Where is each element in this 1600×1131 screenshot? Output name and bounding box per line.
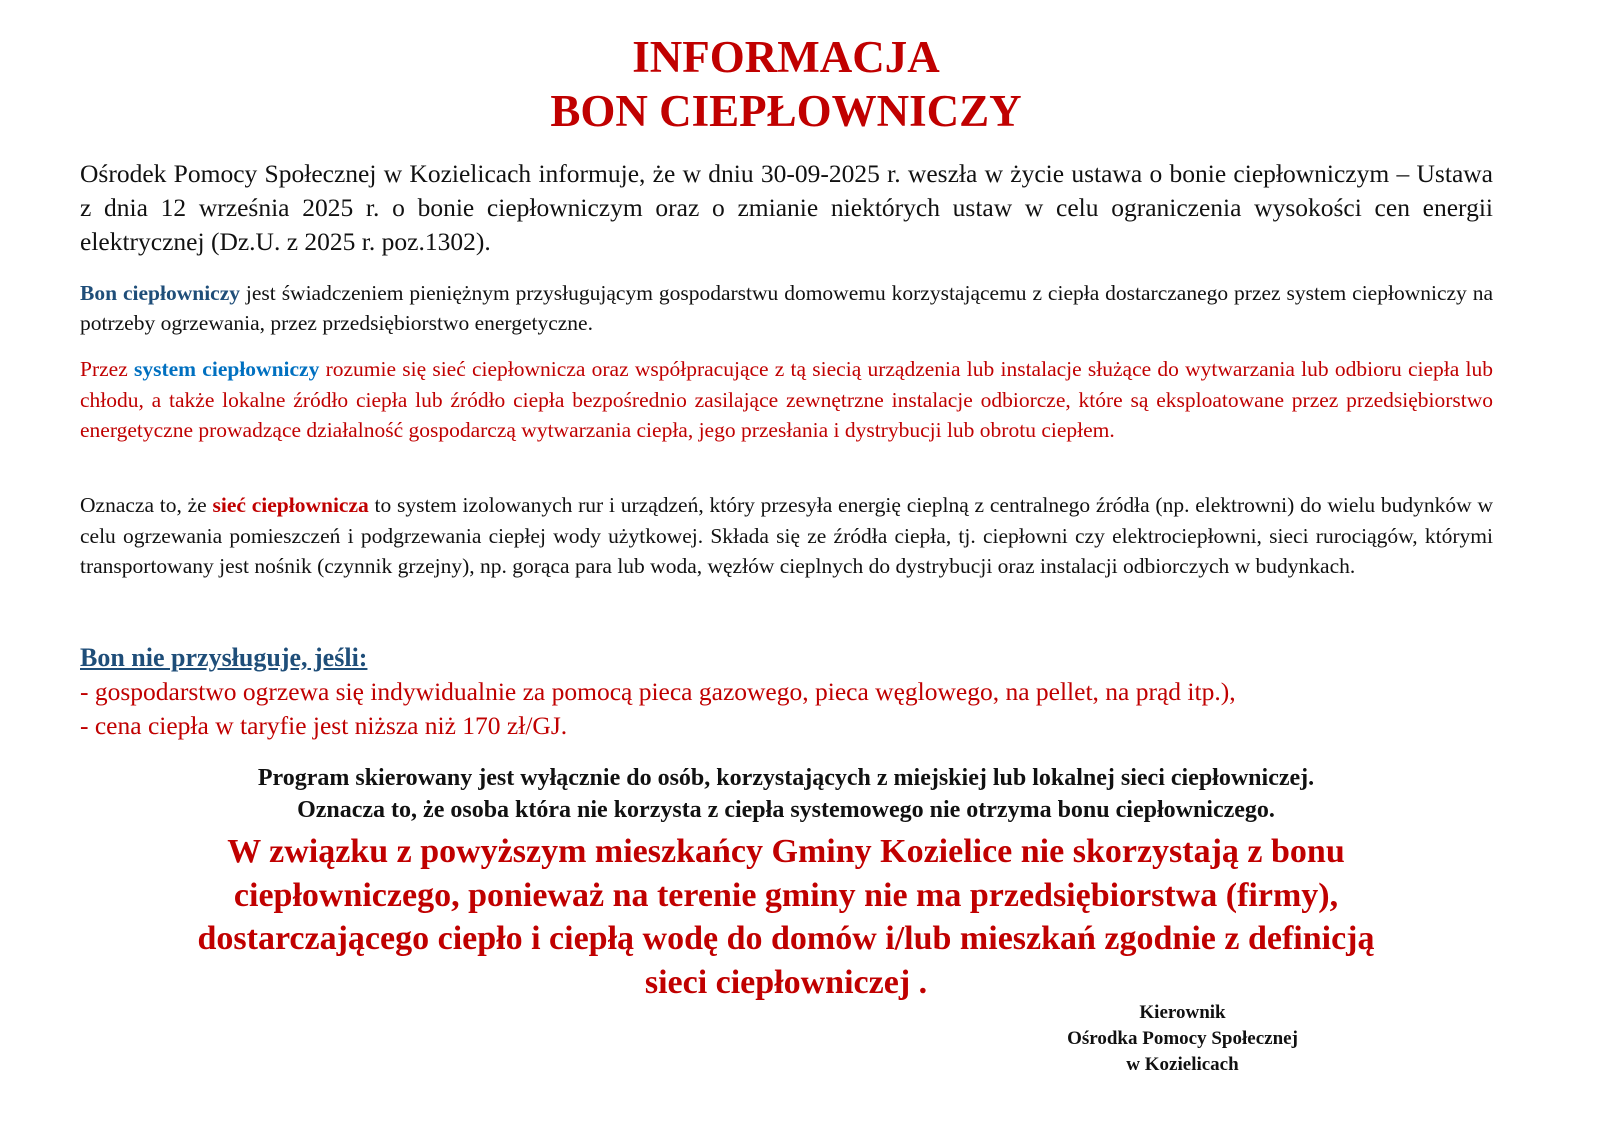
signature-line-2: Ośrodka Pomocy Społecznej [1067,1028,1298,1049]
definition-text: jest świadczeniem pieniężnym przysługującym gospodarstwu domowemu korzystającemu z ciepła dostarczanego przez system ciepłowniczy na potrzeby ogrzewania, przez przedsiębiorstwo energetyczne. [80,281,1493,335]
conclusion-line-1: W związku z powyższym mieszkańcy Gminy Kozielice nie skorzystają z bonu [227,833,1345,870]
program-line-2: Oznacza to, że osoba która nie korzysta z ciepła systemowego nie otrzyma bonu ciepłowniczego. [297,797,1275,823]
conclusion-notice [0,830,1572,1004]
definition-term: Bon ciepłowniczy [80,281,240,305]
network-paragraph [80,490,1493,582]
system-term: system ciepłowniczy [133,357,320,381]
program-notice [0,762,1572,826]
system-prefix: Przez [80,357,134,381]
intro-paragraph: Ośrodek Pomocy Społecznej w Kozielicach informuje, że w dniu 30-09-2025 r. weszła w życie ustawa o bonie ciepłowniczym – Ustawa z dnia 12 września 2025 r. o bonie ciepłowniczym oraz o zmianie niektórych ustaw w celu ograniczenia wysokości cen energii elektrycznej (Dz.U. z 2025 r. poz.1302). [80,159,1493,256]
title-line-1: INFORMACJA [632,32,940,82]
system-text: rozumie się sieć ciepłownicza oraz współpracujące z tą siecią urządzenia lub instalacje służące do wytwarzania lub odbioru ciepła lub chłodu, a także lokalne źródło ciepła lub źródło ciepła bezpośrednio zasilające zewnętrzne instalacje odbiorcze, które są eksploatowane przez przedsiębiorstwo energetyczne prowadzące działalność gospodarczą wytwarzania ciepła, jego przesłania i dystrybucji lub obrotu ciepłem. [80,357,1493,442]
conditions-section [80,641,1493,743]
definition-paragraph [80,278,1493,338]
program-line-1: Program skierowany jest wyłącznie do osób, korzystających z miejskiej lub lokalnej sieci ciepłowniczej. [257,765,1315,791]
network-prefix: Oznacza to, że [80,493,213,517]
document-title [0,30,1572,138]
signature-block [1040,1000,1325,1078]
conclusion-line-2: ciepłowniczego, ponieważ na terenie gminy nie ma przedsiębiorstwa (firmy), [233,876,1339,914]
conclusion-line-3: dostarczającego ciepło i ciepłą wodę do domów i/lub mieszkań zgodnie z definicją [197,920,1375,957]
condition-item: - cena ciepła w taryfie jest niższa niż 170 zł/GJ. [80,711,568,740]
network-term: sieć ciepłownicza [212,493,369,517]
condition-item: - gospodarstwo ogrzewa się indywidualnie za pomocą pieca gazowego, pieca węglowego, na pellet, na prąd itp.), [80,677,1236,706]
conclusion-line-4: sieci ciepłowniczej . [644,963,928,1001]
signature-line-3: w Kozielicach [1126,1054,1239,1075]
network-text: to system izolowanych rur i urządzeń, który przesyła energię cieplną z centralnego źródła (np. elektrowni) do wielu budynków w celu ogrzewania pomieszczeń i podgrzewania ciepłej wody użytkowej. Składa się ze źródła ciepła, tj. ciepłowni czy elektrociepłowni, sieci rurociągów, którymi transportowany jest nośnik (czynnik grzejny), np. gorąca para lub woda, węzłów cieplnych do dystrybucji oraz instalacji odbiorczych w budynkach. [80,493,1493,578]
signature-line-1: Kierownik [1139,1002,1226,1023]
system-paragraph [80,354,1493,446]
title-line-2: BON CIEPŁOWNICZY [550,86,1022,136]
conditions-heading: Bon nie przysługuje, jeśli: [80,643,368,672]
